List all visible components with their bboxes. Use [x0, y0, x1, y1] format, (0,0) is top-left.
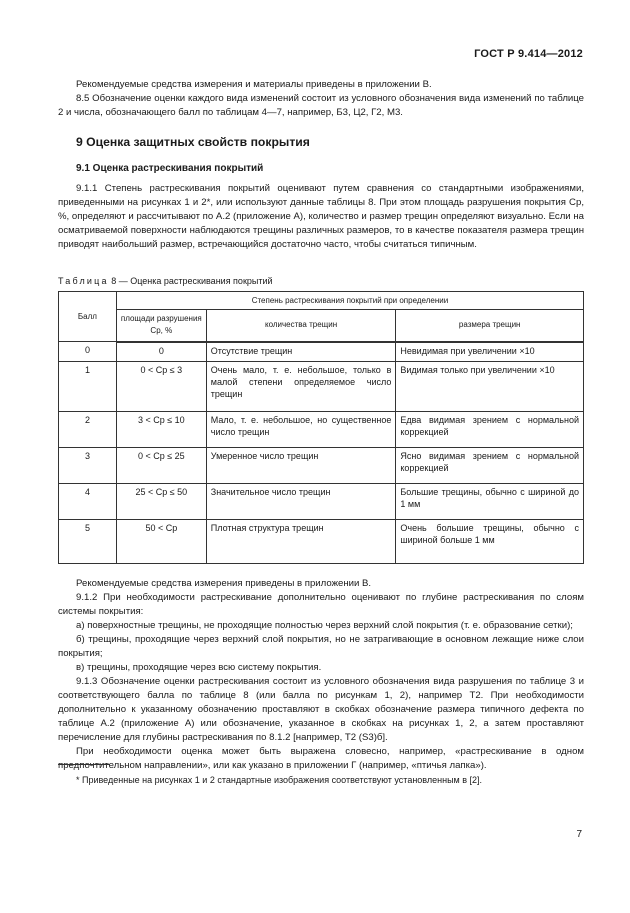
cell-area: 25 < Cр ≤ 50 — [116, 484, 206, 520]
table-row — [59, 412, 584, 448]
cell-area: 0 < Cр ≤ 25 — [116, 448, 206, 484]
cell-count: Мало, т. е. небольшое, но существенное число трещин — [206, 412, 396, 448]
footnote: * Приведенные на рисунках 1 и 2 стандартные изображения соответствуют установленным в [2]. — [76, 775, 483, 785]
list-item-v: в) трещины, проходящие через всю систему покрытия. — [76, 662, 322, 673]
table-caption-label: Таблица — [58, 276, 109, 286]
cell-area: 3 < Cр ≤ 10 — [116, 412, 206, 448]
cell-count: Очень мало, т. е. небольшое, только в малой степени определяемое число трещин — [206, 362, 396, 412]
paragraph-9-1-1: 9.1.1 Степень растрескивания покрытий оценивают путем сравнения со стандартными изображениями, приведенными на рисунках 1 и 2*, или используют данные таблицы 8. При этом площадь разрушения покрытия Cр, %, определяют и рассчитывают по А.2 (приложение А), количество и размер трещин определяют визуально. Если на осматриваемой поверхности наблюдаются трещины различных размеров, то в качестве показателя размера трещин приводят наибольший размер, встречающийся достаточно часто, чтобы считаться типичным. — [58, 183, 584, 250]
cell-count: Значительное число трещин — [206, 484, 396, 520]
table-row — [59, 342, 584, 362]
list-item-b: б) трещины, проходящие через верхний слой покрытия, но не затрагивающие в основном лежащие ниже слои покрытия; — [58, 634, 584, 659]
table-row — [59, 448, 584, 484]
page-number: 7 — [576, 829, 582, 840]
cell-size: Невидимая при увеличении ×10 — [396, 342, 584, 362]
cell-score: 4 — [59, 484, 117, 520]
paragraph: При необходимости оценка может быть выражена словесно, например, «растрескивание в одном предпочтительном направлении», или как указано в приложении Г (например, «птичья лапка»). — [58, 746, 584, 771]
paragraph-8-5: 8.5 Обозначение оценки каждого вида изменений состоит из условного обозначения вида изменений по таблице 2 и числа, обозначающего балл по таблицам 4—7, например, Б3, Ц2, Г2, М3. — [58, 93, 584, 118]
cell-score: 5 — [59, 520, 117, 564]
cell-area: 0 — [116, 342, 206, 362]
cell-score: 2 — [59, 412, 117, 448]
intro-block — [58, 78, 584, 120]
cell-area: 0 < Cр ≤ 3 — [116, 362, 206, 412]
cell-score: 3 — [59, 448, 117, 484]
para-9-1-1-block — [58, 182, 584, 252]
cell-size: Едва видимая зрением с нормальной коррекцией — [396, 412, 584, 448]
cell-size: Ясно видимая зрением с нормальной коррекцией — [396, 448, 584, 484]
cell-area: 50 < Cр — [116, 520, 206, 564]
paragraph-9-1-3: 9.1.3 Обозначение оценки растрескивания состоит из условного обозначения вида разрушения по таблице 3 и соответствующего балла по таблице 8 (или балла по рисункам 1, 2), например Т2. При необходимости дополнительно к указанному обозначению проставляют в скобках обозначение размера типичного дефекта по таблице А.2 (приложение А) или обозначение, указанное в скобках на рисунках 1, 2, а затем проставляют перечисление для глубины растрескивания по 8.1.2 [например, Т2 (S3)б]. — [58, 676, 584, 743]
section-title: 9 Оценка защитных свойств покрытия — [76, 135, 310, 149]
header-group: Степень растрескивания покрытий при определении — [116, 292, 583, 310]
cell-score: 0 — [59, 342, 117, 362]
table-caption-text: 8 — Оценка растрескивания покрытий — [111, 276, 273, 286]
table-caption — [58, 276, 273, 286]
cell-count: Плотная структура трещин — [206, 520, 396, 564]
cell-count: Умеренное число трещин — [206, 448, 396, 484]
crack-rating-table — [58, 291, 584, 564]
footnote-divider — [58, 764, 110, 765]
paragraph: Рекомендуемые средства измерения и материалы приведены в приложении В. — [76, 79, 432, 90]
header-size: размера трещин — [396, 310, 584, 342]
subsection-title: 9.1 Оценка растрескивания покрытий — [76, 163, 264, 174]
paragraph: Рекомендуемые средства измерения приведены в приложении В. — [76, 578, 372, 589]
after-table-block — [58, 577, 584, 773]
header-count: количества трещин — [206, 310, 396, 342]
table-row — [59, 484, 584, 520]
document-id: ГОСТ Р 9.414—2012 — [474, 48, 583, 60]
paragraph-9-1-2: 9.1.2 При необходимости растрескивание дополнительно оценивают по глубине растрескивания по слоям системы покрытия: — [58, 592, 584, 617]
cell-score: 1 — [59, 362, 117, 412]
table-row — [59, 520, 584, 564]
list-item-a: а) поверхностные трещины, не проходящие полностью через верхний слой покрытия (т. е. образование сетки); — [76, 620, 573, 631]
cell-size: Большие трещины, обычно с шириной до 1 мм — [396, 484, 584, 520]
table-row — [59, 362, 584, 412]
header-area: площади разрушения Cр, % — [116, 310, 206, 342]
cell-count: Отсутствие трещин — [206, 342, 396, 362]
header-score: Балл — [59, 292, 117, 342]
cell-size: Очень большие трещины, обычно с шириной больше 1 мм — [396, 520, 584, 564]
cell-size: Видимая только при увеличении ×10 — [396, 362, 584, 412]
